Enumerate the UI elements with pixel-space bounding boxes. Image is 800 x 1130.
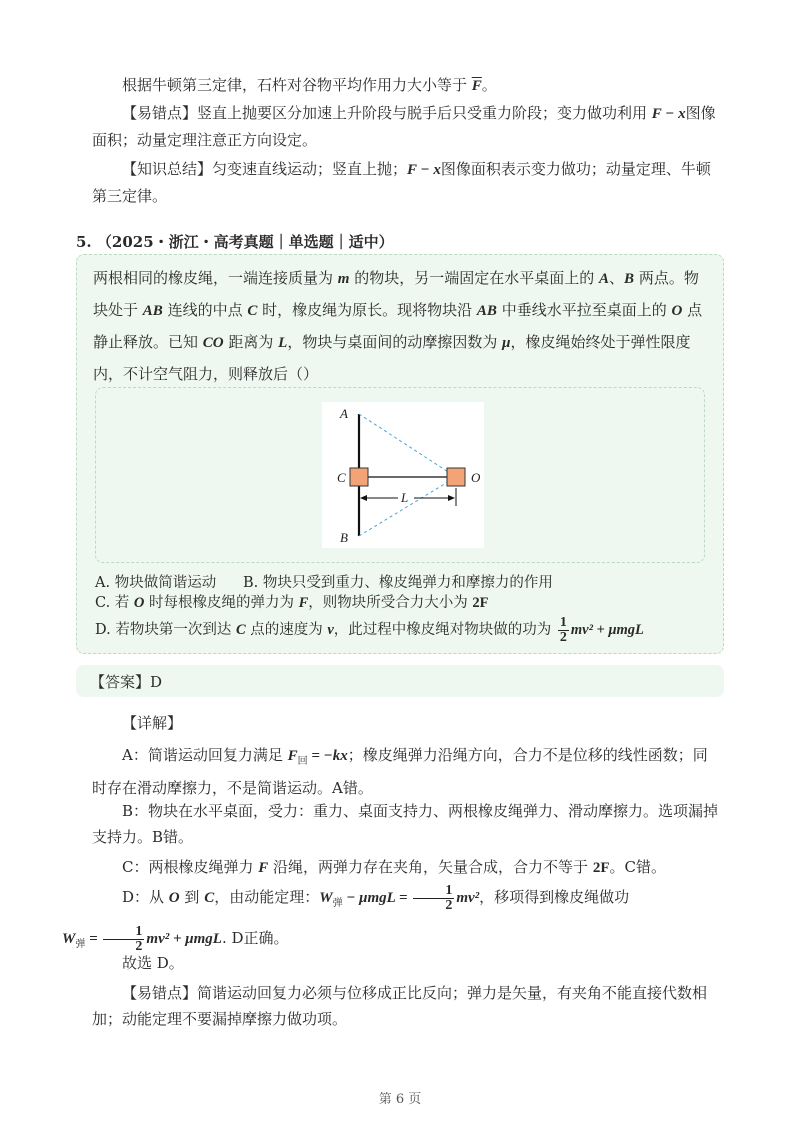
math-symbol: F − x: [651, 106, 686, 122]
option-d: D. 若物块第一次到达 C 点的速度为 v，此过程中橡皮绳对物块做的功为 $\frac{1}{2}$ mv² + μmgL: [95, 614, 644, 645]
label-c: C: [337, 470, 346, 485]
option-b: B. 物块只受到重力、橡皮绳弹力和摩擦力的作用: [243, 575, 553, 591]
tag-label: 【易错点】: [122, 104, 198, 122]
paragraph-mistake-point: [92, 100, 722, 153]
option-c: C. 若 O 时每根橡皮绳的弹力为 F，则物块所受合力大小为 2F: [95, 595, 489, 611]
answer-text: 【答案】D: [90, 673, 163, 691]
label-b: B: [340, 530, 348, 545]
band-dashed-b: [359, 477, 456, 536]
explain-c: C：两根橡皮绳弹力 F 沿绳，两弹力存在夹角，矢量合成，合力不等于 2F。C错。: [122, 858, 666, 876]
explain-d: D：从 O 到 C，由动能定理：$W_弹 - \mu mgL$ = $\frac{1}{2}$ mv²，移项得到橡皮绳做功 $W_弹$ = $\frac{1}{2}$ mv² + μmgL. D正确。: [62, 882, 630, 954]
text: 。: [481, 76, 497, 94]
question-box: [76, 254, 724, 654]
dim-arrow-left: [360, 495, 367, 501]
dim-arrow-right: [448, 495, 455, 501]
text: 图像面积；动量定理注意正方向设定。: [92, 104, 716, 149]
explain-a: A：简谐运动回复力满足 $F_回 = -kx$；橡皮绳弹力沿绳方向，合力不是位移的线性函数；同时存在滑动摩擦力，不是简谐运动。A错。: [92, 746, 708, 797]
explain-choose: 故选 D。: [122, 954, 184, 972]
fraction: $\frac{1}{2}$: [413, 884, 454, 913]
diagram-svg: [322, 402, 484, 548]
label-l: L: [401, 490, 409, 505]
fraction: $\frac{1}{2}$: [103, 925, 144, 954]
answer-box: [76, 665, 724, 697]
label-o: O: [471, 470, 481, 485]
band-dashed-a: [359, 414, 456, 477]
figure-container: [95, 387, 705, 563]
paragraph-newton-third: [92, 72, 722, 99]
page-number: 第 6 页: [378, 1092, 422, 1107]
text: 根据牛顿第三定律，石杵对谷物平均作用力大小等于: [122, 76, 472, 94]
text: 竖直上抛要区分加速上升阶段与脱手后只受重力阶段；变力做功利用: [197, 104, 652, 122]
question-header: 5. （2025・浙江・高考真题｜单选题｜适中）: [76, 233, 394, 251]
question-stem: 两根相同的橡皮绳，一端连接质量为 m 的物块，另一端固定在水平桌面上的 A、B 两点。物块处于 AB 连线的中点 C 时，橡皮绳为原长。现将物块沿 AB 中垂线水平拉至桌面上的 O 点静止释放。已知 CO 距离为 L，物块与桌面间的动摩擦因数为 μ，橡皮绳始终处于弹性限度内，不计空气阻力，则释放后（）: [93, 269, 703, 383]
math-symbol: F − x: [407, 162, 441, 178]
math-symbol: $\overline{F}$: [471, 78, 482, 94]
explain-mistake: 【易错点】简谐运动回复力必须与位移成正比反向；弹力是矢量，有夹角不能直接代数相加；动能定理不要漏掉摩擦力做功项。: [92, 984, 708, 1028]
explain-b: B：物块在水平桌面，受力：重力、桌面支持力、两根橡皮绳弹力、滑动摩擦力。选项漏掉支持力。B错。: [92, 802, 719, 846]
fraction: $\frac{1}{2}$: [559, 614, 567, 645]
text: 匀变速直线运动；竖直上抛；: [212, 160, 408, 178]
label-a: A: [340, 406, 348, 421]
option-a: A. 物块做简谐运动: [95, 575, 217, 591]
block-at-o: [447, 468, 465, 486]
block-at-c: [350, 468, 368, 486]
text: 图像面积表示变力做功；动量定理、牛顿第三定律。: [92, 160, 711, 205]
rubber-band-diagram: [322, 402, 484, 548]
explain-title: 【详解】: [122, 714, 183, 732]
tag-label: 【知识总结】: [122, 160, 213, 178]
paragraph-knowledge-summary: [92, 156, 722, 209]
